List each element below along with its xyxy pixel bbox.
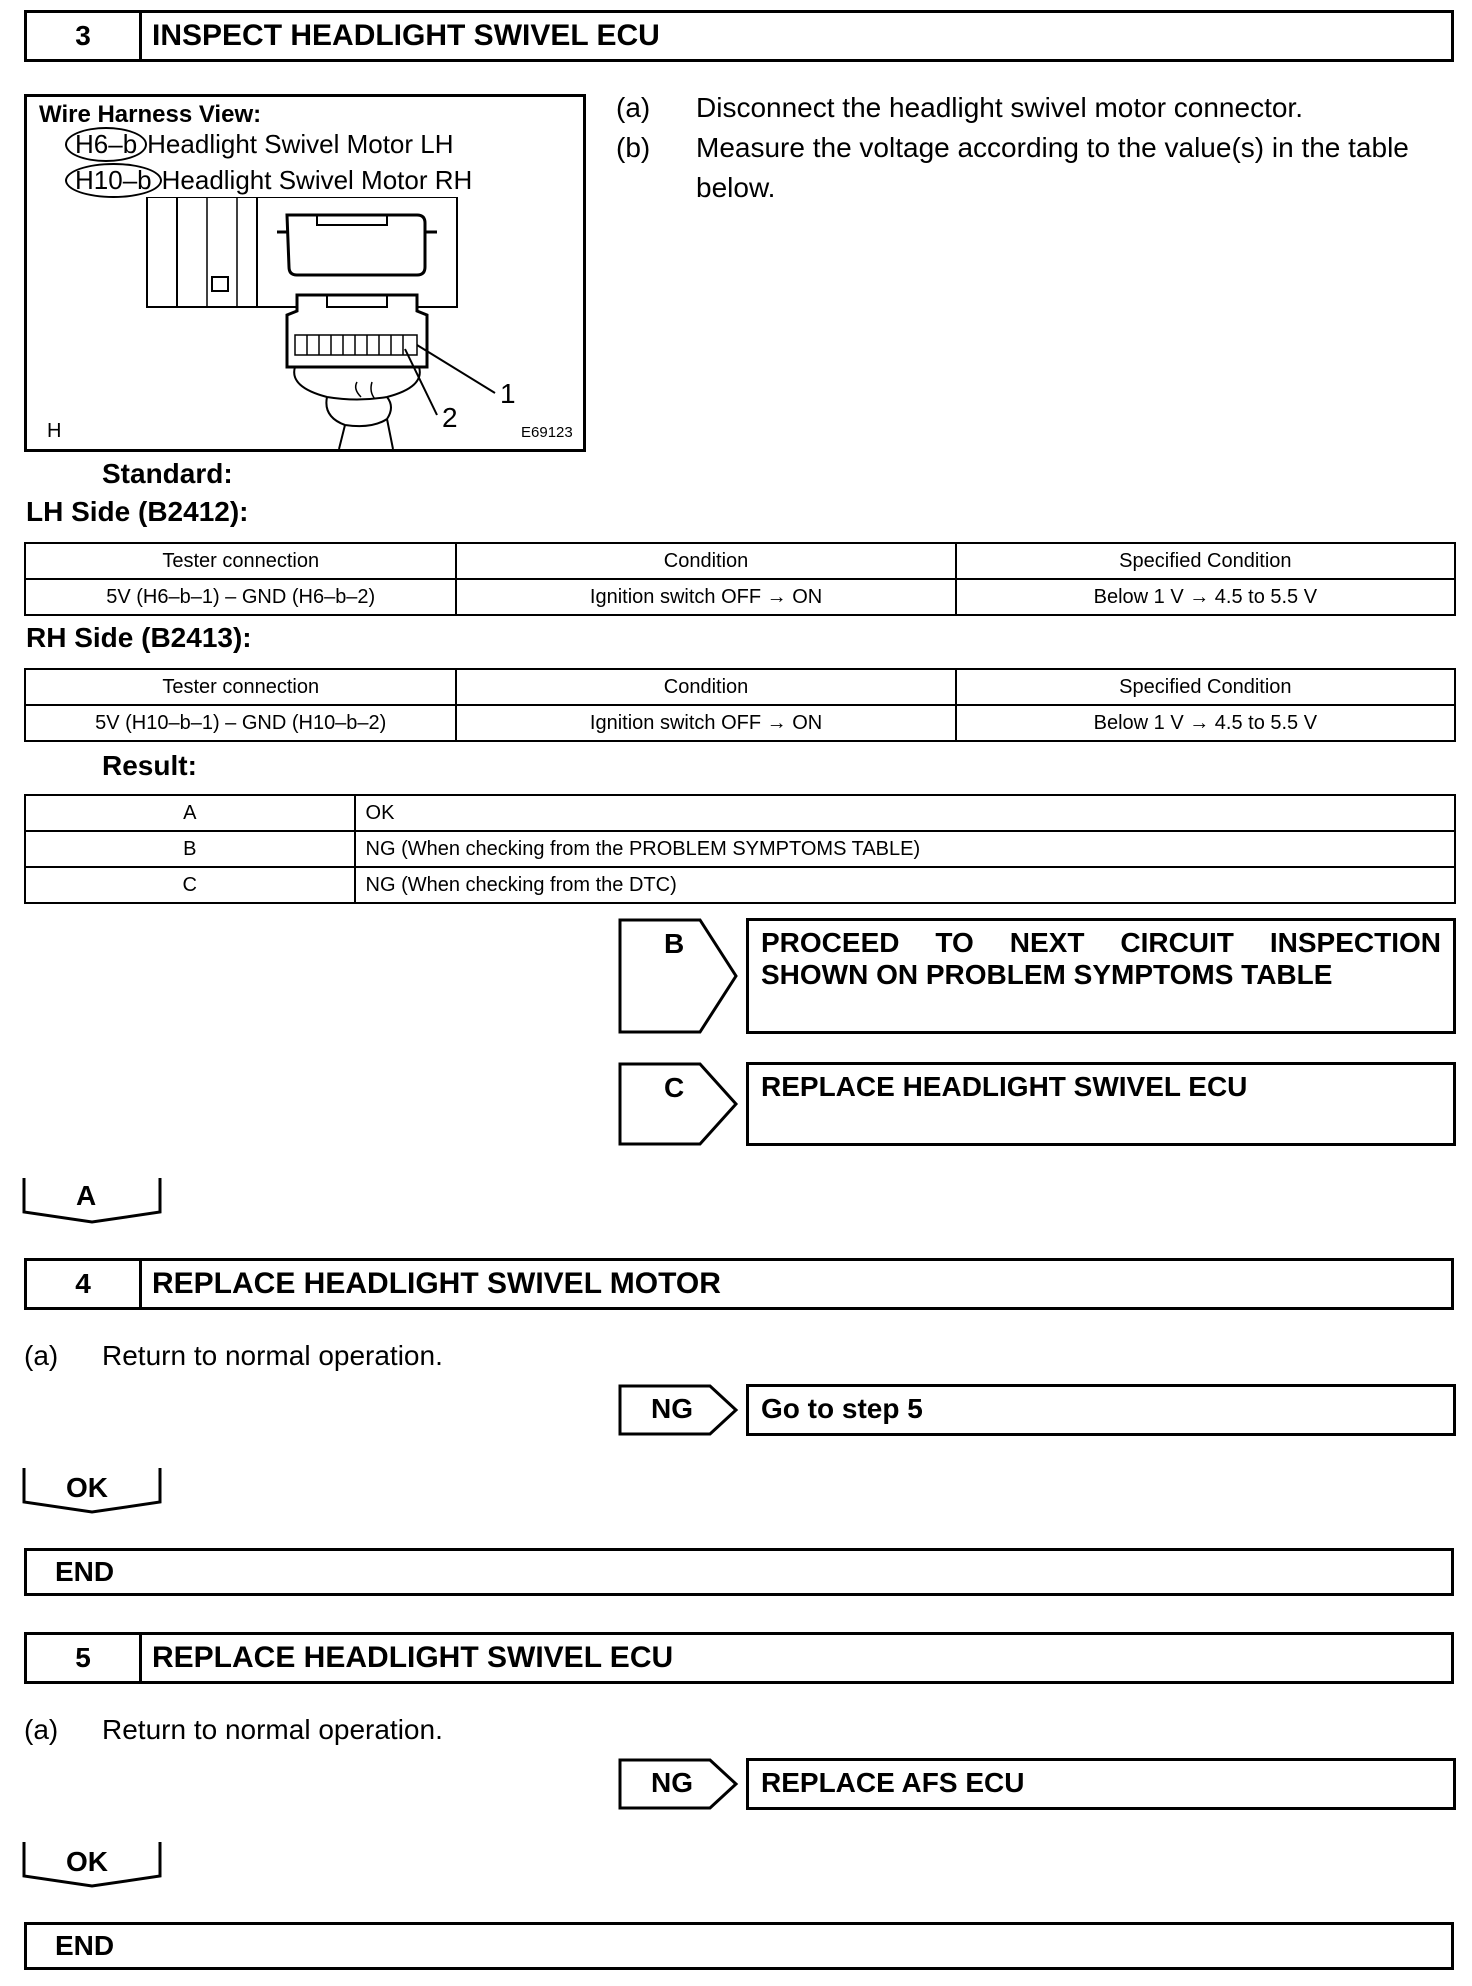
connector-code-rh: H10–b — [65, 163, 162, 198]
instruction-text: Measure the voltage according to the value(s) in the table below. — [696, 132, 1409, 203]
connector-desc-lh: Headlight Swivel Motor LH — [147, 129, 454, 159]
table-cell: Below 1 V → 4.5 to 5.5 V — [956, 579, 1455, 615]
table-row — [25, 579, 1455, 615]
branch-b-action: PROCEED TO NEXT CIRCUIT INSPECTION SHOWN ON PROBLEM SYMPTOMS TABLE — [746, 918, 1456, 1034]
instruction-label: (a) — [24, 1340, 59, 1371]
lh-side-title: LH Side (B2412): — [26, 496, 249, 527]
step-5-header — [24, 1632, 1454, 1684]
result-text: NG (When checking from the DTC) — [355, 867, 1455, 903]
table-header: Condition — [456, 543, 955, 579]
table-cell: 5V (H10–b–1) – GND (H10–b–2) — [25, 705, 456, 741]
wire-harness-figure — [24, 94, 586, 452]
result-code: C — [25, 867, 355, 903]
step-4-header — [24, 1258, 1454, 1310]
result-text: OK — [355, 795, 1455, 831]
next-step-label: A — [76, 1180, 97, 1211]
step4-ok-label: OK — [66, 1472, 108, 1503]
step4-end: END — [24, 1548, 1454, 1596]
branch-c-action: REPLACE HEADLIGHT SWIVEL ECU — [746, 1062, 1456, 1146]
table-cell: 5V (H6–b–1) – GND (H6–b–2) — [25, 579, 456, 615]
instruction-label: (b) — [616, 132, 651, 163]
step5-ok-label: OK — [66, 1846, 108, 1877]
instruction-a — [616, 88, 1456, 128]
step-number: 4 — [27, 1261, 142, 1307]
branch-b-label: B — [664, 928, 685, 959]
figure-heading: Wire Harness View: — [39, 101, 262, 128]
branch-c-label: C — [664, 1072, 685, 1103]
figure-id: E69123 — [521, 424, 573, 441]
table-row — [25, 831, 1455, 867]
connector-code-lh: H6–b — [65, 127, 147, 162]
table-row — [25, 795, 1455, 831]
rh-spec-table — [24, 668, 1456, 742]
connector-desc-rh: Headlight Swivel Motor RH — [161, 165, 473, 195]
table-header: Specified Condition — [956, 543, 1455, 579]
table-row — [25, 705, 1455, 741]
instruction-text: Return to normal operation. — [102, 1340, 443, 1371]
step5-instruction-a — [24, 1710, 443, 1750]
step4-instruction-a — [24, 1336, 443, 1376]
figure-line-rh — [65, 163, 472, 198]
table-row — [25, 867, 1455, 903]
step-title: INSPECT HEADLIGHT SWIVEL ECU — [152, 19, 660, 52]
result-code: B — [25, 831, 355, 867]
standard-label: Standard: — [102, 458, 233, 489]
step5-ng-action: REPLACE AFS ECU — [746, 1758, 1456, 1810]
step5-ng-label: NG — [651, 1767, 693, 1798]
step-number: 5 — [27, 1635, 142, 1681]
figure-corner-label: H — [47, 420, 62, 442]
result-text: NG (When checking from the PROBLEM SYMPTOMS TABLE) — [355, 831, 1455, 867]
connector-drawing — [27, 197, 583, 449]
result-code: A — [25, 795, 355, 831]
step-title: REPLACE HEADLIGHT SWIVEL ECU — [152, 1641, 674, 1674]
table-header: Specified Condition — [956, 669, 1455, 705]
callout-2: 2 — [442, 402, 458, 433]
instruction-label: (a) — [616, 92, 651, 123]
table-cell: Below 1 V → 4.5 to 5.5 V — [956, 705, 1455, 741]
instruction-b — [616, 128, 1456, 208]
table-header: Tester connection — [25, 543, 456, 579]
lh-spec-table — [24, 542, 1456, 616]
step4-ng-label: NG — [651, 1393, 693, 1424]
table-header: Condition — [456, 669, 955, 705]
step-title: REPLACE HEADLIGHT SWIVEL MOTOR — [152, 1267, 721, 1300]
result-label: Result: — [102, 750, 197, 781]
instruction-text: Return to normal operation. — [102, 1714, 443, 1745]
instruction-text: Disconnect the headlight swivel motor connector. — [696, 92, 1303, 123]
table-header-row — [25, 543, 1455, 579]
figure-line-lh — [65, 127, 454, 162]
instruction-label: (a) — [24, 1714, 59, 1745]
table-cell: Ignition switch OFF → ON — [456, 705, 955, 741]
result-table — [24, 794, 1456, 904]
step-3-header — [24, 10, 1454, 62]
step5-end: END — [24, 1922, 1454, 1970]
step-number: 3 — [27, 13, 142, 59]
step4-ng-action: Go to step 5 — [746, 1384, 1456, 1436]
callout-1: 1 — [500, 378, 516, 409]
table-header: Tester connection — [25, 669, 456, 705]
table-cell: Ignition switch OFF → ON — [456, 579, 955, 615]
rh-side-title: RH Side (B2413): — [26, 622, 252, 653]
table-header-row — [25, 669, 1455, 705]
